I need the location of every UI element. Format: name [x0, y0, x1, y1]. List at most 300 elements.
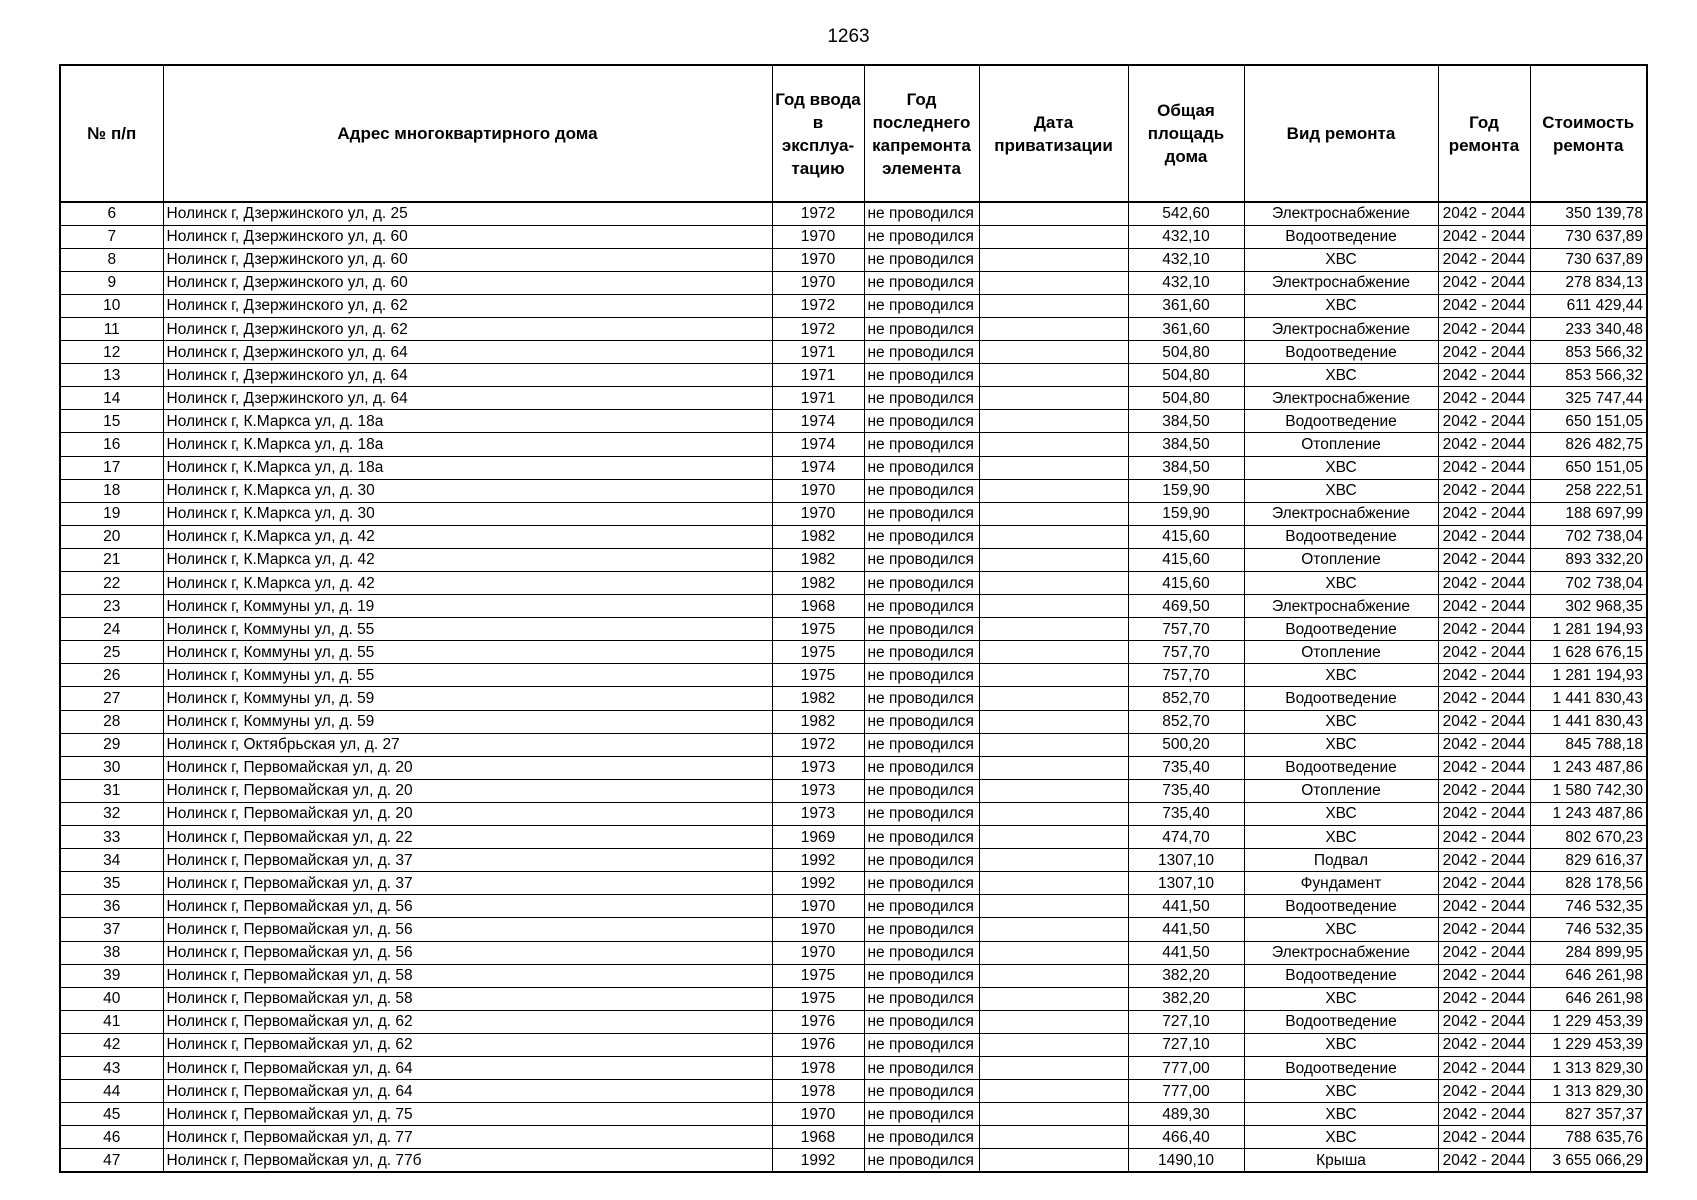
- cell-num: 15: [60, 410, 163, 433]
- cell-repair-year: 2042 - 2044: [1438, 826, 1530, 849]
- cell-repair-year: 2042 - 2044: [1438, 710, 1530, 733]
- cell-num: 47: [60, 1149, 163, 1172]
- table-body: [60, 202, 1647, 1172]
- cell-repair-year: 2042 - 2044: [1438, 618, 1530, 641]
- cell-privatization: [979, 779, 1128, 802]
- cell-address: Нолинск г, Первомайская ул, д. 37: [163, 849, 772, 872]
- cell-year-built: 1971: [772, 364, 864, 387]
- cell-address: Нолинск г, Дзержинского ул, д. 60: [163, 271, 772, 294]
- cell-repair-type: ХВС: [1244, 1103, 1438, 1126]
- cell-cost: 3 655 066,29: [1530, 1149, 1647, 1172]
- cell-num: 37: [60, 918, 163, 941]
- cell-year-built: 1975: [772, 641, 864, 664]
- table-row: [60, 317, 1647, 340]
- table-row: [60, 294, 1647, 317]
- cell-repair-type: Водоотведение: [1244, 756, 1438, 779]
- cell-cost: 233 340,48: [1530, 317, 1647, 340]
- cell-cost: 746 532,35: [1530, 918, 1647, 941]
- cell-area: 1307,10: [1128, 849, 1244, 872]
- cell-year-built: 1975: [772, 964, 864, 987]
- cell-address: Нолинск г, Первомайская ул, д. 62: [163, 1033, 772, 1056]
- cell-cost: 788 635,76: [1530, 1126, 1647, 1149]
- header-repair-year: Год ремонта: [1438, 65, 1530, 202]
- cell-area: 441,50: [1128, 895, 1244, 918]
- cell-privatization: [979, 364, 1128, 387]
- cell-last-repair: не проводился: [864, 1056, 979, 1079]
- cell-privatization: [979, 548, 1128, 571]
- cell-cost: 278 834,13: [1530, 271, 1647, 294]
- cell-cost: 730 637,89: [1530, 225, 1647, 248]
- cell-repair-type: ХВС: [1244, 1033, 1438, 1056]
- cell-repair-year: 2042 - 2044: [1438, 202, 1530, 225]
- table-row: [60, 826, 1647, 849]
- cell-address: Нолинск г, Первомайская ул, д. 75: [163, 1103, 772, 1126]
- cell-repair-year: 2042 - 2044: [1438, 433, 1530, 456]
- cell-num: 17: [60, 456, 163, 479]
- cell-last-repair: не проводился: [864, 387, 979, 410]
- header-num: № п/п: [60, 65, 163, 202]
- cell-num: 12: [60, 341, 163, 364]
- cell-cost: 802 670,23: [1530, 826, 1647, 849]
- cell-repair-year: 2042 - 2044: [1438, 664, 1530, 687]
- cell-last-repair: не проводился: [864, 872, 979, 895]
- cell-area: 432,10: [1128, 225, 1244, 248]
- header-area: Общая площадь дома: [1128, 65, 1244, 202]
- cell-area: 415,60: [1128, 572, 1244, 595]
- table-row: [60, 1080, 1647, 1103]
- cell-repair-year: 2042 - 2044: [1438, 1010, 1530, 1033]
- cell-last-repair: не проводился: [864, 687, 979, 710]
- cell-last-repair: не проводился: [864, 595, 979, 618]
- table-row: [60, 548, 1647, 571]
- cell-privatization: [979, 502, 1128, 525]
- cell-num: 21: [60, 548, 163, 571]
- cell-num: 44: [60, 1080, 163, 1103]
- header-last-repair: Год последнего капремонта элемента: [864, 65, 979, 202]
- cell-num: 10: [60, 294, 163, 317]
- cell-repair-type: Водоотведение: [1244, 964, 1438, 987]
- cell-num: 29: [60, 733, 163, 756]
- cell-last-repair: не проводился: [864, 271, 979, 294]
- cell-num: 28: [60, 710, 163, 733]
- cell-last-repair: не проводился: [864, 1103, 979, 1126]
- table-row: [60, 802, 1647, 825]
- cell-repair-year: 2042 - 2044: [1438, 687, 1530, 710]
- cell-privatization: [979, 618, 1128, 641]
- cell-address: Нолинск г, Коммуны ул, д. 59: [163, 687, 772, 710]
- cell-cost: 1 628 676,15: [1530, 641, 1647, 664]
- cell-last-repair: не проводился: [864, 1010, 979, 1033]
- table-row: [60, 641, 1647, 664]
- table-row: [60, 733, 1647, 756]
- cell-year-built: 1972: [772, 317, 864, 340]
- cell-last-repair: не проводился: [864, 225, 979, 248]
- cell-area: 159,90: [1128, 479, 1244, 502]
- cell-cost: 1 281 194,93: [1530, 618, 1647, 641]
- repair-schedule-table: [59, 64, 1648, 1173]
- cell-year-built: 1968: [772, 1126, 864, 1149]
- cell-repair-year: 2042 - 2044: [1438, 1080, 1530, 1103]
- cell-cost: 1 243 487,86: [1530, 756, 1647, 779]
- cell-privatization: [979, 802, 1128, 825]
- table-row: [60, 664, 1647, 687]
- cell-privatization: [979, 317, 1128, 340]
- cell-privatization: [979, 1126, 1128, 1149]
- cell-last-repair: не проводился: [864, 572, 979, 595]
- cell-repair-year: 2042 - 2044: [1438, 918, 1530, 941]
- cell-area: 361,60: [1128, 317, 1244, 340]
- cell-area: 382,20: [1128, 987, 1244, 1010]
- cell-repair-year: 2042 - 2044: [1438, 548, 1530, 571]
- cell-repair-type: ХВС: [1244, 918, 1438, 941]
- cell-privatization: [979, 271, 1128, 294]
- cell-num: 38: [60, 941, 163, 964]
- cell-last-repair: не проводился: [864, 918, 979, 941]
- cell-address: Нолинск г, Коммуны ул, д. 59: [163, 710, 772, 733]
- cell-num: 32: [60, 802, 163, 825]
- cell-area: 432,10: [1128, 248, 1244, 271]
- table-row: [60, 872, 1647, 895]
- cell-year-built: 1974: [772, 456, 864, 479]
- cell-last-repair: не проводился: [864, 895, 979, 918]
- cell-address: Нолинск г, Первомайская ул, д. 56: [163, 941, 772, 964]
- table-row: [60, 941, 1647, 964]
- cell-year-built: 1970: [772, 479, 864, 502]
- cell-cost: 1 281 194,93: [1530, 664, 1647, 687]
- cell-repair-type: Электроснабжение: [1244, 502, 1438, 525]
- cell-privatization: [979, 664, 1128, 687]
- table-row: [60, 525, 1647, 548]
- cell-address: Нолинск г, Коммуны ул, д. 55: [163, 664, 772, 687]
- cell-area: 1307,10: [1128, 872, 1244, 895]
- cell-address: Нолинск г, Коммуны ул, д. 55: [163, 618, 772, 641]
- table-row: [60, 433, 1647, 456]
- cell-last-repair: не проводился: [864, 248, 979, 271]
- cell-privatization: [979, 294, 1128, 317]
- table-row: [60, 410, 1647, 433]
- table-row: [60, 225, 1647, 248]
- header-address: Адрес многоквартирного дома: [163, 65, 772, 202]
- cell-privatization: [979, 341, 1128, 364]
- cell-year-built: 1975: [772, 618, 864, 641]
- cell-repair-year: 2042 - 2044: [1438, 779, 1530, 802]
- cell-num: 14: [60, 387, 163, 410]
- cell-privatization: [979, 479, 1128, 502]
- cell-last-repair: не проводился: [864, 479, 979, 502]
- cell-num: 43: [60, 1056, 163, 1079]
- cell-cost: 1 313 829,30: [1530, 1080, 1647, 1103]
- cell-last-repair: не проводился: [864, 1126, 979, 1149]
- table-row: [60, 595, 1647, 618]
- cell-address: Нолинск г, Дзержинского ул, д. 62: [163, 317, 772, 340]
- cell-privatization: [979, 941, 1128, 964]
- cell-privatization: [979, 433, 1128, 456]
- cell-repair-type: ХВС: [1244, 1126, 1438, 1149]
- cell-repair-type: Электроснабжение: [1244, 595, 1438, 618]
- table-row: [60, 849, 1647, 872]
- cell-area: 489,30: [1128, 1103, 1244, 1126]
- cell-year-built: 1982: [772, 710, 864, 733]
- cell-privatization: [979, 248, 1128, 271]
- cell-repair-year: 2042 - 2044: [1438, 641, 1530, 664]
- cell-last-repair: не проводился: [864, 756, 979, 779]
- cell-address: Нолинск г, Дзержинского ул, д. 25: [163, 202, 772, 225]
- cell-last-repair: не проводился: [864, 941, 979, 964]
- cell-address: Нолинск г, Коммуны ул, д. 19: [163, 595, 772, 618]
- cell-area: 432,10: [1128, 271, 1244, 294]
- cell-area: 384,50: [1128, 433, 1244, 456]
- table-row: [60, 964, 1647, 987]
- cell-area: 384,50: [1128, 410, 1244, 433]
- cell-repair-type: Электроснабжение: [1244, 387, 1438, 410]
- table-row: [60, 1149, 1647, 1172]
- cell-repair-year: 2042 - 2044: [1438, 964, 1530, 987]
- cell-year-built: 1970: [772, 502, 864, 525]
- cell-repair-type: ХВС: [1244, 987, 1438, 1010]
- cell-repair-type: Электроснабжение: [1244, 271, 1438, 294]
- cell-area: 727,10: [1128, 1033, 1244, 1056]
- cell-privatization: [979, 733, 1128, 756]
- cell-year-built: 1970: [772, 918, 864, 941]
- table-row: [60, 202, 1647, 225]
- cell-year-built: 1969: [772, 826, 864, 849]
- cell-privatization: [979, 687, 1128, 710]
- cell-repair-type: Водоотведение: [1244, 687, 1438, 710]
- cell-area: 852,70: [1128, 687, 1244, 710]
- cell-last-repair: не проводился: [864, 341, 979, 364]
- cell-address: Нолинск г, Первомайская ул, д. 77б: [163, 1149, 772, 1172]
- cell-address: Нолинск г, Первомайская ул, д. 20: [163, 802, 772, 825]
- cell-repair-type: ХВС: [1244, 826, 1438, 849]
- cell-area: 469,50: [1128, 595, 1244, 618]
- cell-area: 1490,10: [1128, 1149, 1244, 1172]
- cell-year-built: 1982: [772, 525, 864, 548]
- cell-last-repair: не проводился: [864, 964, 979, 987]
- cell-address: Нолинск г, Первомайская ул, д. 56: [163, 918, 772, 941]
- cell-cost: 827 357,37: [1530, 1103, 1647, 1126]
- cell-area: 504,80: [1128, 364, 1244, 387]
- cell-repair-year: 2042 - 2044: [1438, 410, 1530, 433]
- cell-num: 18: [60, 479, 163, 502]
- cell-repair-year: 2042 - 2044: [1438, 225, 1530, 248]
- table-row: [60, 618, 1647, 641]
- cell-num: 20: [60, 525, 163, 548]
- cell-repair-year: 2042 - 2044: [1438, 294, 1530, 317]
- cell-privatization: [979, 756, 1128, 779]
- cell-cost: 1 243 487,86: [1530, 802, 1647, 825]
- cell-address: Нолинск г, К.Маркса ул, д. 42: [163, 525, 772, 548]
- table-row: [60, 756, 1647, 779]
- cell-address: Нолинск г, К.Маркса ул, д. 30: [163, 502, 772, 525]
- cell-area: 159,90: [1128, 502, 1244, 525]
- cell-cost: 828 178,56: [1530, 872, 1647, 895]
- cell-repair-year: 2042 - 2044: [1438, 502, 1530, 525]
- cell-num: 8: [60, 248, 163, 271]
- cell-repair-type: Отопление: [1244, 433, 1438, 456]
- cell-year-built: 1968: [772, 595, 864, 618]
- cell-address: Нолинск г, К.Маркса ул, д. 18а: [163, 433, 772, 456]
- cell-last-repair: не проводился: [864, 1080, 979, 1103]
- cell-cost: 853 566,32: [1530, 341, 1647, 364]
- header-privatization: Дата приватизации: [979, 65, 1128, 202]
- cell-address: Нолинск г, Первомайская ул, д. 20: [163, 779, 772, 802]
- cell-repair-year: 2042 - 2044: [1438, 364, 1530, 387]
- cell-year-built: 1978: [772, 1056, 864, 1079]
- cell-num: 33: [60, 826, 163, 849]
- table-row: [60, 710, 1647, 733]
- cell-cost: 325 747,44: [1530, 387, 1647, 410]
- cell-repair-type: ХВС: [1244, 733, 1438, 756]
- cell-address: Нолинск г, Коммуны ул, д. 55: [163, 641, 772, 664]
- cell-privatization: [979, 710, 1128, 733]
- cell-repair-type: ХВС: [1244, 572, 1438, 595]
- table-row: [60, 387, 1647, 410]
- cell-num: 34: [60, 849, 163, 872]
- cell-cost: 302 968,35: [1530, 595, 1647, 618]
- table-row: [60, 1103, 1647, 1126]
- cell-repair-type: Водоотведение: [1244, 225, 1438, 248]
- table-row: [60, 271, 1647, 294]
- cell-area: 500,20: [1128, 733, 1244, 756]
- cell-area: 504,80: [1128, 341, 1244, 364]
- cell-repair-type: Электроснабжение: [1244, 941, 1438, 964]
- cell-cost: 853 566,32: [1530, 364, 1647, 387]
- cell-cost: 258 222,51: [1530, 479, 1647, 502]
- cell-num: 25: [60, 641, 163, 664]
- cell-address: Нолинск г, Первомайская ул, д. 56: [163, 895, 772, 918]
- cell-area: 415,60: [1128, 525, 1244, 548]
- cell-privatization: [979, 1149, 1128, 1172]
- cell-address: Нолинск г, Первомайская ул, д. 62: [163, 1010, 772, 1033]
- cell-area: 852,70: [1128, 710, 1244, 733]
- cell-privatization: [979, 918, 1128, 941]
- table-row: [60, 248, 1647, 271]
- cell-repair-year: 2042 - 2044: [1438, 802, 1530, 825]
- cell-num: 42: [60, 1033, 163, 1056]
- cell-last-repair: не проводился: [864, 502, 979, 525]
- cell-last-repair: не проводился: [864, 294, 979, 317]
- cell-repair-type: Фундамент: [1244, 872, 1438, 895]
- cell-repair-year: 2042 - 2044: [1438, 1126, 1530, 1149]
- cell-last-repair: не проводился: [864, 525, 979, 548]
- cell-repair-type: ХВС: [1244, 802, 1438, 825]
- cell-num: 27: [60, 687, 163, 710]
- cell-repair-year: 2042 - 2044: [1438, 1103, 1530, 1126]
- header-repair-type: Вид ремонта: [1244, 65, 1438, 202]
- cell-num: 22: [60, 572, 163, 595]
- table-row: [60, 779, 1647, 802]
- table-row: [60, 918, 1647, 941]
- cell-repair-year: 2042 - 2044: [1438, 849, 1530, 872]
- cell-privatization: [979, 1010, 1128, 1033]
- cell-repair-year: 2042 - 2044: [1438, 387, 1530, 410]
- cell-num: 23: [60, 595, 163, 618]
- table-row: [60, 1126, 1647, 1149]
- cell-year-built: 1972: [772, 733, 864, 756]
- cell-num: 26: [60, 664, 163, 687]
- cell-repair-type: ХВС: [1244, 664, 1438, 687]
- cell-address: Нолинск г, Первомайская ул, д. 22: [163, 826, 772, 849]
- cell-area: 735,40: [1128, 802, 1244, 825]
- cell-address: Нолинск г, Первомайская ул, д. 77: [163, 1126, 772, 1149]
- cell-repair-type: Водоотведение: [1244, 1056, 1438, 1079]
- cell-last-repair: не проводился: [864, 202, 979, 225]
- cell-year-built: 1971: [772, 387, 864, 410]
- cell-repair-year: 2042 - 2044: [1438, 733, 1530, 756]
- cell-area: 441,50: [1128, 918, 1244, 941]
- cell-num: 24: [60, 618, 163, 641]
- table-row: [60, 1033, 1647, 1056]
- cell-year-built: 1974: [772, 433, 864, 456]
- cell-repair-type: Отопление: [1244, 548, 1438, 571]
- cell-num: 9: [60, 271, 163, 294]
- cell-address: Нолинск г, Дзержинского ул, д. 62: [163, 294, 772, 317]
- cell-cost: 646 261,98: [1530, 987, 1647, 1010]
- cell-repair-type: ХВС: [1244, 479, 1438, 502]
- cell-area: 757,70: [1128, 664, 1244, 687]
- cell-cost: 702 738,04: [1530, 525, 1647, 548]
- cell-last-repair: не проводился: [864, 802, 979, 825]
- cell-privatization: [979, 1056, 1128, 1079]
- cell-repair-type: Подвал: [1244, 849, 1438, 872]
- cell-privatization: [979, 572, 1128, 595]
- cell-area: 361,60: [1128, 294, 1244, 317]
- cell-num: 13: [60, 364, 163, 387]
- cell-repair-type: Отопление: [1244, 641, 1438, 664]
- cell-last-repair: не проводился: [864, 364, 979, 387]
- cell-num: 30: [60, 756, 163, 779]
- cell-privatization: [979, 595, 1128, 618]
- table-row: [60, 1010, 1647, 1033]
- cell-cost: 1 580 742,30: [1530, 779, 1647, 802]
- cell-last-repair: не проводился: [864, 779, 979, 802]
- cell-year-built: 1992: [772, 872, 864, 895]
- cell-year-built: 1992: [772, 1149, 864, 1172]
- cell-area: 735,40: [1128, 779, 1244, 802]
- cell-num: 36: [60, 895, 163, 918]
- cell-repair-year: 2042 - 2044: [1438, 271, 1530, 294]
- cell-repair-year: 2042 - 2044: [1438, 341, 1530, 364]
- table-row: [60, 502, 1647, 525]
- cell-year-built: 1970: [772, 225, 864, 248]
- cell-last-repair: не проводился: [864, 664, 979, 687]
- cell-year-built: 1982: [772, 548, 864, 571]
- cell-repair-type: Водоотведение: [1244, 1010, 1438, 1033]
- cell-privatization: [979, 987, 1128, 1010]
- cell-cost: 350 139,78: [1530, 202, 1647, 225]
- page-number: 1263: [827, 26, 870, 47]
- cell-cost: 611 429,44: [1530, 294, 1647, 317]
- cell-repair-type: ХВС: [1244, 294, 1438, 317]
- cell-num: 46: [60, 1126, 163, 1149]
- cell-repair-type: Водоотведение: [1244, 410, 1438, 433]
- cell-address: Нолинск г, К.Маркса ул, д. 42: [163, 572, 772, 595]
- cell-year-built: 1973: [772, 779, 864, 802]
- cell-year-built: 1972: [772, 202, 864, 225]
- cell-year-built: 1973: [772, 756, 864, 779]
- table-row: [60, 895, 1647, 918]
- cell-num: 31: [60, 779, 163, 802]
- cell-cost: 284 899,95: [1530, 941, 1647, 964]
- cell-num: 16: [60, 433, 163, 456]
- table-row: [60, 1056, 1647, 1079]
- cell-last-repair: не проводился: [864, 1149, 979, 1172]
- cell-area: 415,60: [1128, 548, 1244, 571]
- cell-cost: 1 313 829,30: [1530, 1056, 1647, 1079]
- cell-cost: 829 616,37: [1530, 849, 1647, 872]
- cell-cost: 730 637,89: [1530, 248, 1647, 271]
- header-row: [60, 65, 1647, 202]
